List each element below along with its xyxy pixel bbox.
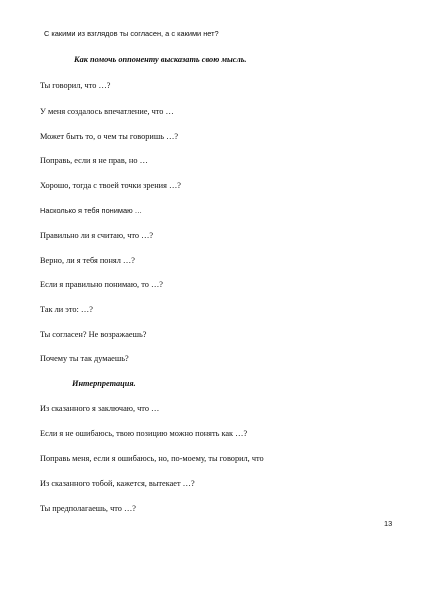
interpretation-item: Из сказанного тобой, кажется, вытекает …? xyxy=(40,479,195,488)
interpretation-item: Ты предполагаешь, что …? xyxy=(40,504,136,513)
section-heading-opponent: Как помочь оппоненту высказать свою мысль. xyxy=(74,55,247,64)
interpretation-item: Если я не ошибаюсь, твою позицию можно понять как …? xyxy=(40,429,248,438)
phrase-item: Так ли это: …? xyxy=(40,305,93,314)
phrase-item: Ты согласен? Не возражаешь? xyxy=(40,330,147,339)
page-number: 13 xyxy=(384,519,393,528)
phrase-item: Хорошо, тогда с твоей точки зрения …? xyxy=(40,181,181,190)
section-heading-interpretation: Интерпретация. xyxy=(72,379,136,388)
phrase-item: Насколько я тебя понимаю … xyxy=(40,206,143,215)
phrase-item: Верно, ли я тебя понял …? xyxy=(40,256,135,265)
phrase-item: Правильно ли я считаю, что …? xyxy=(40,231,154,240)
phrase-item: Ты говорил, что …? xyxy=(40,81,111,90)
phrase-item: Может быть то, о чем ты говоришь …? xyxy=(40,132,179,141)
interpretation-item: Из сказанного я заключаю, что … xyxy=(40,404,160,413)
phrase-item: Если я правильно понимаю, то …? xyxy=(40,280,163,289)
phrase-item: Поправь, если я не прав, но … xyxy=(40,156,148,165)
phrase-item: У меня создалось впечатление, что … xyxy=(40,107,174,116)
interpretation-item: Поправь меня, если я ошибаюсь, но, по-моему, ты говорил, что xyxy=(40,454,264,463)
phrase-item: Почему ты так думаешь? xyxy=(40,354,129,363)
intro-question: С какими из взглядов ты согласен, а с какими нет? xyxy=(44,29,219,38)
